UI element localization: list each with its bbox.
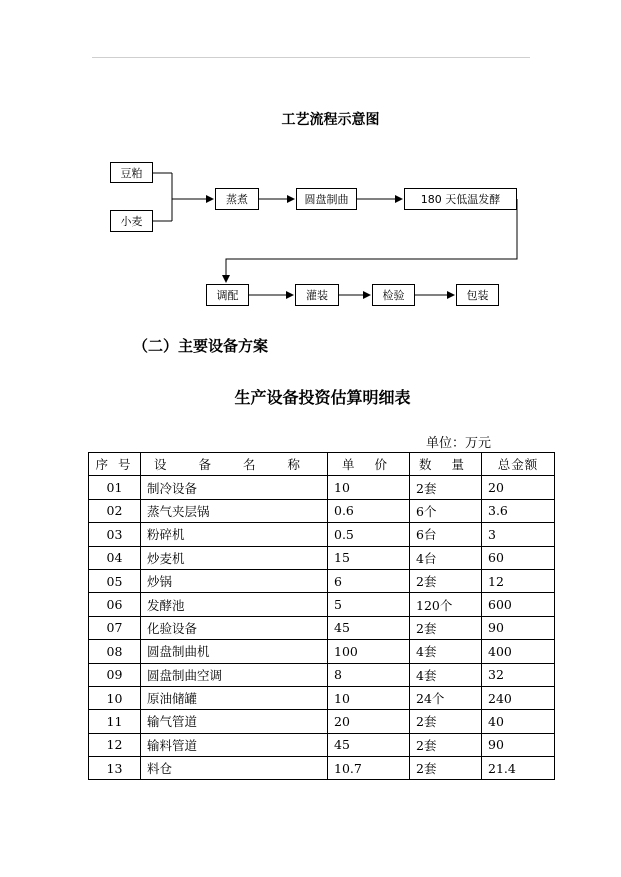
cell-price: 20 [328,710,410,733]
cell-price: 8 [328,663,410,686]
cell-seq: 09 [89,663,141,686]
flow-node-soy: 豆粕 [110,162,153,183]
cell-qty: 4台 [410,546,482,569]
cell-price: 5 [328,593,410,616]
cell-name: 化验设备 [141,616,328,639]
cell-name: 圆盘制曲空调 [141,663,328,686]
cell-name: 输料管道 [141,733,328,756]
flow-node-inspect: 检验 [372,284,415,306]
table-row [89,686,555,709]
cell-qty: 2套 [410,616,482,639]
cell-total: 60 [482,546,555,569]
cell-total: 20 [482,476,555,499]
table-row [89,757,555,780]
table-header-row [89,453,555,476]
cell-seq: 11 [89,710,141,733]
cell-seq: 01 [89,476,141,499]
cell-seq: 08 [89,640,141,663]
header-price: 单 价 [328,453,410,476]
cell-total: 32 [482,663,555,686]
cell-seq: 06 [89,593,141,616]
table-row [89,710,555,733]
cell-qty: 2套 [410,733,482,756]
cell-name: 炒麦机 [141,546,328,569]
header-total: 总金额 [482,453,555,476]
cell-price: 6 [328,569,410,592]
section-heading: （二）主要设备方案 [133,337,269,355]
table-row [89,593,555,616]
cell-name: 原油储罐 [141,686,328,709]
cell-name: 炒锅 [141,569,328,592]
cell-seq: 10 [89,686,141,709]
table-row [89,523,555,546]
flow-node-pack: 包装 [456,284,499,306]
cell-name: 发酵池 [141,593,328,616]
cell-name: 蒸气夹层锅 [141,499,328,522]
cell-price: 10.7 [328,757,410,780]
cell-total: 3.6 [482,499,555,522]
flow-title: 工艺流程示意图 [281,112,380,128]
cell-qty: 2套 [410,476,482,499]
cell-qty: 2套 [410,710,482,733]
cell-name: 输气管道 [141,710,328,733]
table-row [89,733,555,756]
table-row [89,569,555,592]
cell-seq: 05 [89,569,141,592]
cell-total: 3 [482,523,555,546]
cell-seq: 02 [89,499,141,522]
cell-price: 0.5 [328,523,410,546]
header-name: 设 备 名 称 [141,453,328,476]
table-row [89,499,555,522]
cell-total: 240 [482,686,555,709]
flow-node-ferment: 180 天低温发酵 [404,188,517,210]
cell-name: 料仓 [141,757,328,780]
cell-seq: 03 [89,523,141,546]
table-row [89,663,555,686]
flow-node-wheat: 小麦 [110,210,153,232]
flow-node-disc-koji: 圆盘制曲 [296,188,357,210]
cell-price: 10 [328,686,410,709]
flow-node-fill: 灌装 [295,284,339,306]
cell-price: 45 [328,733,410,756]
cell-total: 21.4 [482,757,555,780]
cell-qty: 2套 [410,757,482,780]
cell-price: 100 [328,640,410,663]
cell-seq: 12 [89,733,141,756]
cell-qty: 2套 [410,569,482,592]
equipment-table [88,452,555,780]
table-row [89,640,555,663]
flow-node-blend: 调配 [206,284,249,306]
table-title: 生产设备投资估算明细表 [234,388,411,407]
cell-qty: 24个 [410,686,482,709]
cell-qty: 4套 [410,640,482,663]
table-row [89,546,555,569]
cell-total: 12 [482,569,555,592]
cell-qty: 6个 [410,499,482,522]
cell-seq: 13 [89,757,141,780]
cell-price: 45 [328,616,410,639]
cell-qty: 120个 [410,593,482,616]
unit-label: 单位：万元 [426,436,492,451]
header-qty: 数 量 [410,453,482,476]
cell-qty: 6台 [410,523,482,546]
cell-qty: 4套 [410,663,482,686]
cell-price: 0.6 [328,499,410,522]
cell-name: 粉碎机 [141,523,328,546]
cell-total: 90 [482,733,555,756]
cell-total: 400 [482,640,555,663]
cell-total: 600 [482,593,555,616]
cell-price: 15 [328,546,410,569]
flow-node-steam: 蒸煮 [215,188,259,210]
cell-total: 40 [482,710,555,733]
header-seq: 序 号 [89,453,141,476]
arrow-to-blend [226,199,517,282]
table-row [89,616,555,639]
cell-name: 制冷设备 [141,476,328,499]
table-row [89,476,555,499]
cell-seq: 04 [89,546,141,569]
cell-name: 圆盘制曲机 [141,640,328,663]
cell-price: 10 [328,476,410,499]
cell-total: 90 [482,616,555,639]
cell-seq: 07 [89,616,141,639]
